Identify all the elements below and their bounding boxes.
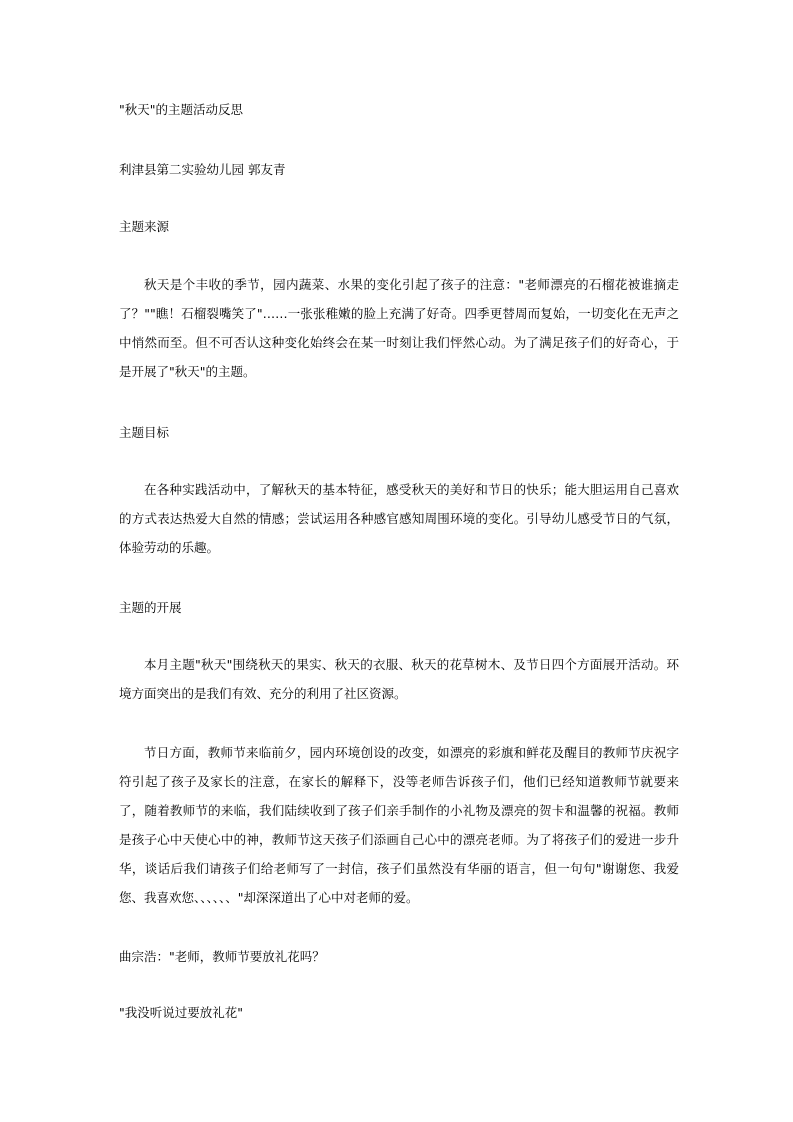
author-line: 利津县第二实验幼儿园 郭友青 — [119, 162, 286, 177]
paragraph-development-1: 本月主题"秋天"围绕秋天的果实、秋天的衣服、秋天的花草树木、及节日四个方面展开活动。环境方面突出的是我们有效、充分的利用了社区资源。 — [119, 657, 679, 701]
section-heading-goal: 主题目标 — [119, 425, 170, 440]
document-title: "秋天"的主题活动反思 — [119, 102, 243, 117]
dialogue-line-1: 曲宗浩："老师，教师节要放礼花吗？ — [119, 949, 325, 964]
section-heading-development: 主题的开展 — [119, 600, 182, 615]
paragraph-goal: 在各种实践活动中，了解秋天的基本特征，感受秋天的美好和节日的快乐；能大胆运用自己喜欢的方式表达热爱大自然的情感；尝试运用各种感官感知周围环境的变化。引导幼儿感受节日的气氛，体验劳动的乐趣。 — [119, 482, 679, 555]
paragraph-source: 秋天是个丰收的季节，园内蔬菜、水果的变化引起了孩子的注意："老师漂亮的石榴花被谁摘走了？""瞧！石榴裂嘴笑了"……一张张稚嫩的脸上充满了好奇。四季更替周而复始，一切变化在无声之中悄然而至。但不可否认这种变化始终会在某一时刻让我们怦然心动。为了满足孩子们的好奇心，于是开展了"秋天"的主题。 — [119, 277, 679, 379]
paragraph-development-2: 节日方面，教师节来临前夕，园内环境创设的改变，如漂亮的彩旗和鲜花及醒目的教师节庆祝字符引起了孩子及家长的注意，在家长的解释下，没等老师告诉孩子们，他们已经知道教师节就要来了，随着教师节的来临，我们陆续收到了孩子们亲手制作的小礼物及漂亮的贺卡和温馨的祝福。教师是孩子心中天使心中的神，教师节这天孩子们添画自己心中的漂亮老师。为了将孩子们的爱进一步升华，谈话后我们请孩子们给老师写了一封信，孩子们虽然没有华丽的语言，但一句句"谢谢您、我爱您、我喜欢您、、、、、、"却深深道出了心中对老师的爱。 — [119, 745, 679, 905]
dialogue-line-2: "我没听说过要放礼花" — [119, 1005, 243, 1020]
section-heading-source: 主题来源 — [119, 219, 170, 234]
